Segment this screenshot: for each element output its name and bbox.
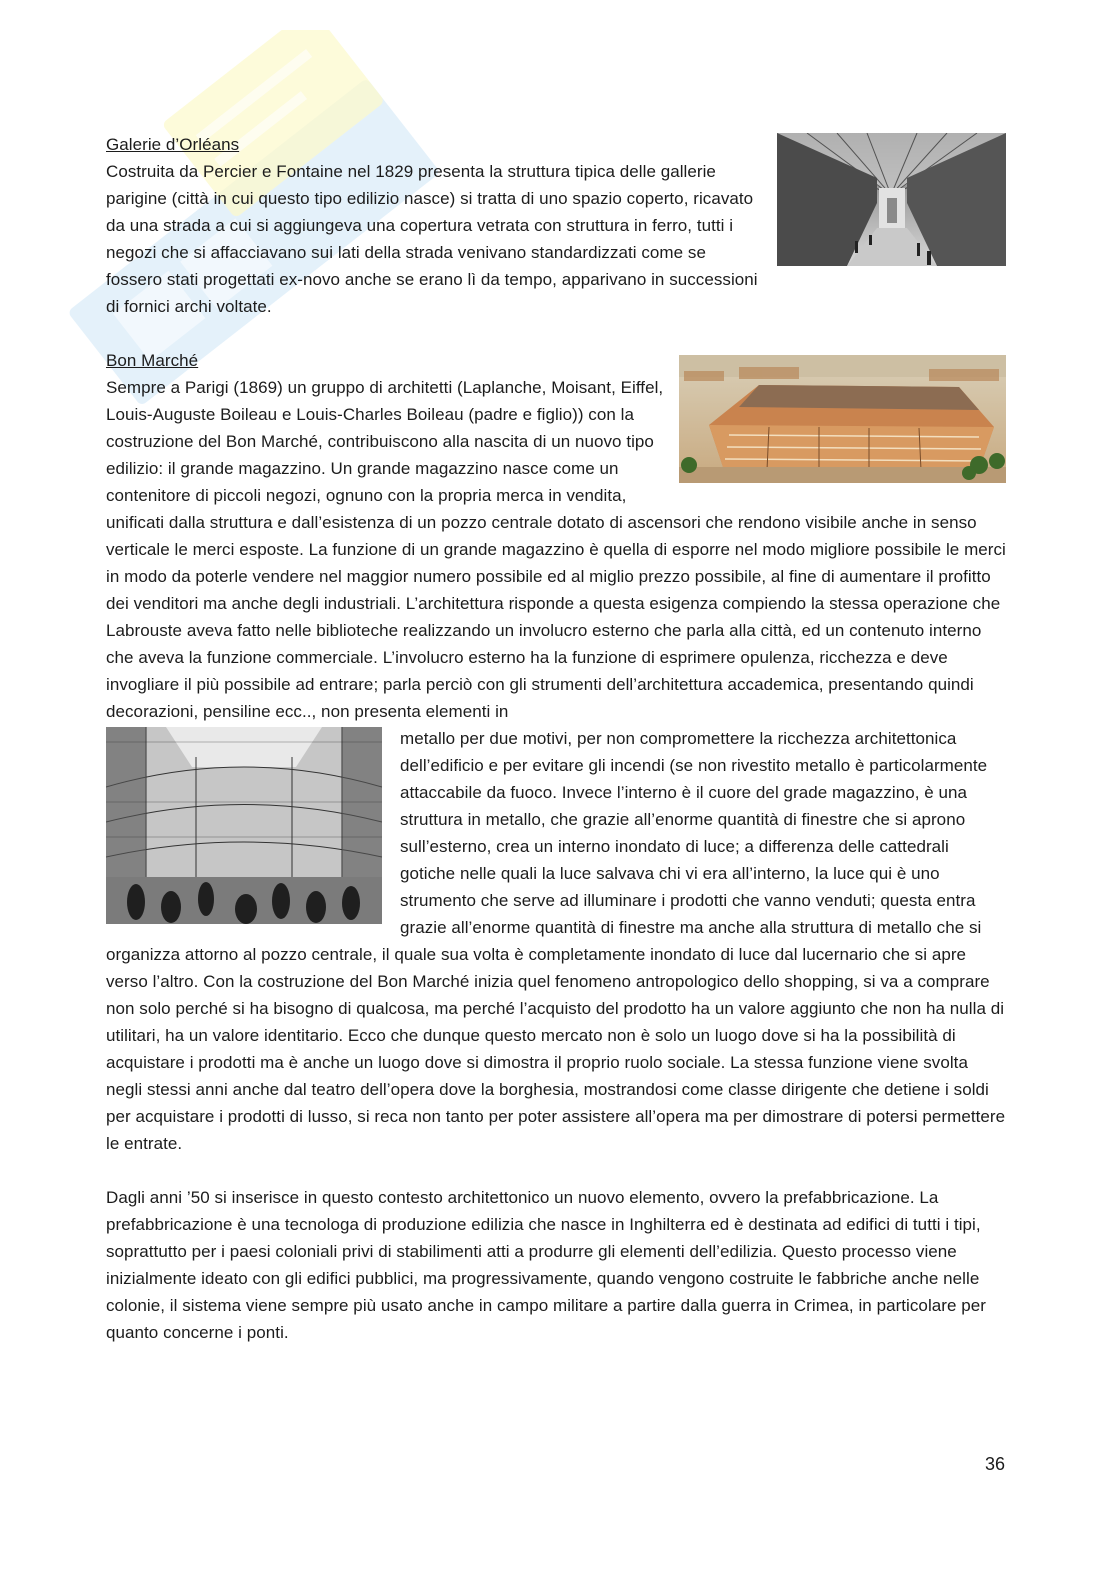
bon-marche-text-1: Sempre a Parigi (1869) un gruppo di architetti (Laplanche, Moisant, Eiffel, Louis-Auguste Boileau e Louis-Charles Boileau (padre e figlio)) con la costruzione del Bon Marché, contribuiscono alla nascita di un nuovo tipo edilizio: il grande magazzino. Un grande magazzino nasce come un contenitore di piccoli negozi, ognuno con la propria merca in vendita, unificati dalla struttura e dall’esistenza di un pozzo centrale dotato di ascensori che rendono visibile anche in senso verticale le merci esposte. La funzione di un grande magazzino è quella di esporre nel modo migliore possibile le merci in modo da poterle vendere nel maggior numero possibile ed al miglio prezzo possibile, al fine di aumentare il profitto dei venditori ma anche degli industriali. L’architettura risponde a questa esigenza compiendo la stessa operazione che Labrouste aveva fatto nelle biblioteche realizzando un involucro esterno che parla alla città, ed un contenuto interno che aveva la funzione commerciale. L’involucro esterno ha la funzione di esprimere opulenza, ricchezza e deve invogliare il più possibile ad entrare; parla perciò con gli strumenti dell’architettura accademica, presentando quindi decorazioni, pensiline ecc.., non presenta elementi in [106, 378, 1006, 721]
bon-marche-exterior-illustration [679, 355, 1006, 483]
spacer [106, 1157, 1006, 1184]
document-body [106, 131, 1006, 1346]
section-bon-marche [106, 347, 1006, 1157]
bon-marche-text-2: metallo per due motivi, per non compromettere la ricchezza architettonica dell’edificio e per evitare gli incendi (se non rivestito metallo è particolarmente attaccabile da fuoco. Invece l’interno è il cuore del grade magazzino, è una struttura in metallo, che grazie all’enorme quantità di finestre che si aprono sull’esterno, crea un interno inondato di luce; a differenza delle cattedrali gotiche nelle quali la luce salvava chi vi era all’interno, la luce qui è uno strumento che serve ad illuminare i prodotti che vanno venduti; questa entra grazie all’enorme quantità di finestre ma anche alla struttura di metallo che si organizza attorno al pozzo centrale, il quale sua volta è completamente inondato di luce dal lucernario che si apre verso l’altro. Con la costruzione del Bon Marché inizia quel fenomeno antropologico dello shopping, si va a comprare non solo perché si ha bisogno di qualcosa, ma perché l’acquisto del prodotto ha un valore aggiunto che non ha nulla di utilitari, ha un valore identitario. Ecco che dunque questo mercato non è solo un luogo dove si ha la possibilità di acquistare i prodotti ma è anche un luogo dove si dimostra il proprio ruolo sociale. La stessa funzione viene svolta negli stessi anni anche dal teatro dell’opera dove la borghesia, mostrandosi come classe dirigente che detiene i soldi per acquistare i prodotti di lusso, si reca non tanto per poter assistere all’opera ma per dimostrare di potersi permettere le entrate. [106, 729, 1006, 1153]
page-number: 36 [984, 1454, 1005, 1474]
galerie-orleans-text: Costruita da Percier e Fontaine nel 1829 presenta la struttura tipica delle gallerie parigine (città in cui questo tipo edilizio nasce) si tratta di uno spazio coperto, ricavato da una strada a cui si aggiungeva una copertura vetrata con struttura in ferro, tutti i negozi che si affacciavano sui lati della strada venivano standardizzati come se fossero stati progettati ex-novo anche se erano lì da tempo, apparivano in successioni di fornici archi voltate. [106, 162, 758, 316]
galerie-orleans-photo [777, 133, 1006, 266]
section-prefabbricazione [106, 1184, 1006, 1346]
section-galerie-orleans [106, 131, 1006, 320]
bon-marche-interior-engraving [106, 727, 382, 924]
prefabbricazione-text: Dagli anni ’50 si inserisce in questo contesto architettonico un nuovo elemento, ovvero la prefabbricazione. La prefabbricazione è una tecnologa di produzione edilizia che nasce in Inghilterra ed è destinata ad edifici di tutti i tipi, soprattutto per i paesi coloniali privi di stabilimenti atti a produrre gli elementi dell’edilizia. Questo processo viene inizialmente ideato con gli edifici pubblici, ma progressivamente, quando vengono costruite le fabbriche anche nelle colonie, il sistema viene sempre più usato anche in campo militare a partire dalla guerra in Crimea, in particolare per quanto concerne i ponti. [106, 1188, 986, 1342]
bon-marche-heading: Bon Marché [106, 351, 199, 370]
spacer [106, 320, 1006, 347]
galerie-orleans-heading: Galerie d’Orléans [106, 135, 240, 154]
